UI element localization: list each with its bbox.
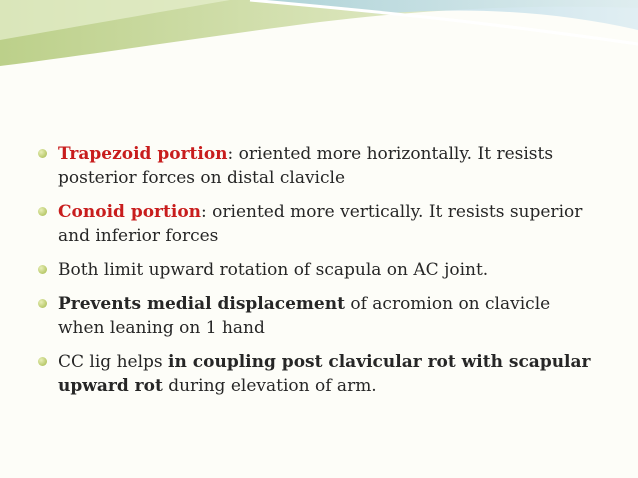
bullet-dot-icon [38,265,47,274]
bullet-dot-icon [38,149,47,158]
bullet-text: of acromion on clavicle when leaning on 1 hand [58,294,551,338]
bullet-item [36,200,596,248]
bullet-text: during elevation of arm. [162,376,377,396]
bullet-text: : oriented more vertically. It resists superior and inferior forces [58,202,583,246]
bullet-text: CC lig helps [58,352,169,372]
bullet-item [36,292,596,340]
bullet-dot-icon [38,207,47,216]
decorative-swoosh [0,0,638,80]
bullet-item [36,258,596,282]
highlight-term: Trapezoid portion [58,144,228,164]
bold-phrase: Prevents medial displacement [58,294,345,314]
bold-phrase: in coupling post clavicular rot with scapular upward rot [58,352,591,396]
bullet-dot-icon [38,357,47,366]
bullet-list [36,142,596,408]
bullet-item [36,350,596,398]
highlight-term: Conoid portion [58,202,202,222]
bullet-item [36,142,596,190]
bullet-text: : oriented more horizontally. It resists posterior forces on distal clavicle [58,144,554,188]
bullet-text: Both limit upward rotation of scapula on AC joint. [58,260,489,280]
bullet-dot-icon [38,299,47,308]
